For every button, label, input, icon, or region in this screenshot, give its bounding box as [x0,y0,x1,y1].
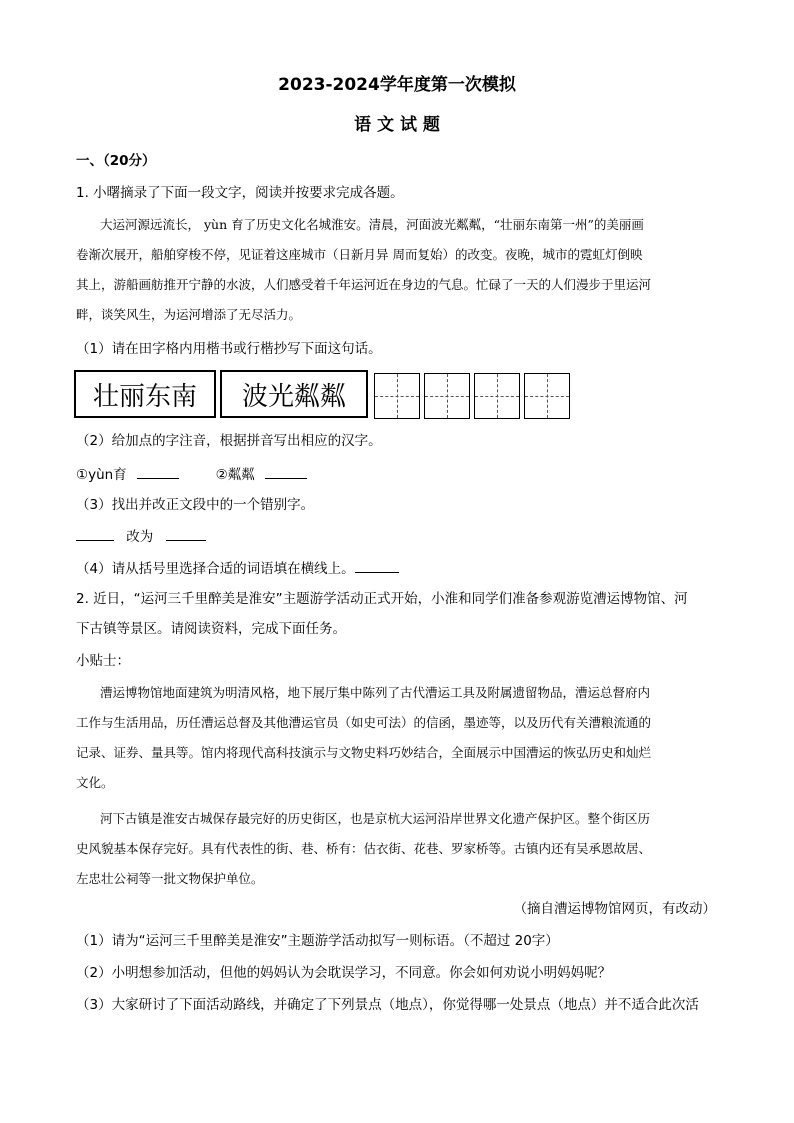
passage-line-4: 畔，谈笑风生，为运河增添了无尽活力。 [76,307,302,322]
grid-box-2: 波光粼粼 [220,370,368,418]
passage-line-2: 卷渐次展开，船舶穿梭不停，见证着这座城市（日新月异 周而复始）的改变。夜晚，城市的霓虹灯倒映 [76,247,643,262]
tips-para1-line-1: 漕运博物馆地面建筑为明清风格，地下展厅集中陈列了古代漕运工具及附属遗留物品，漕运总督府内 [100,685,651,700]
section-heading: 一、（20分） [76,153,156,169]
q1-sub4 [76,558,399,578]
correct-to-label: 改为 [126,529,154,545]
tips-para1-line-2: 工作与生活用品，历任漕运总督及其他漕运官员（如史可法）的信函，墨迹等，以及历代有关漕粮流通的 [76,715,652,730]
q1-sub1: （1）请在田字格内用楷书或行楷抄写下面这句话。 [76,341,382,357]
q2-sub1: （1）请为“运河三千里醉美是淮安”主题游学活动拟写一则标语。（不超过 20字） [76,933,559,949]
answer-blank[interactable] [166,526,206,541]
q1-sub2-answers [76,464,307,484]
answer-blank[interactable] [76,526,114,541]
question-1-prompt: 1. 小曙摘录了下面一段文字，阅读并按要求完成各题。 [76,185,404,201]
tips-para1-line-3: 记录、证券、量具等。馆内将现代高科技演示与文物史料巧妙结合，全面展示中国漕运的恢弘历史和灿烂 [76,745,652,760]
sub2-item-a: ①yùn育 [76,467,127,483]
source-note: （摘自漕运博物馆网页，有改动） [513,901,716,917]
q1-sub3: （3）找出并改正文段中的一个错别字。 [76,497,315,513]
passage-line-1: 大运河源远流长， yùn 育了历史文化名城淮安。清晨，河面波光粼粼，“壮丽东南第一州”的美丽画 [100,217,644,232]
tips-para2-line-3: 左忠壮公祠等一批文物保护单位。 [76,871,264,886]
answer-blank[interactable] [265,464,307,479]
q1-sub2: （2）给加点的字注音，根据拼音写出相应的汉字。 [76,433,382,449]
exam-title: 2023-2024学年度第一次模拟 [278,75,516,95]
tips-para2-line-1: 河下古镇是淮安古城保存最完好的历史街区，也是京杭大运河沿岸世界文化遗产保护区。整个街区历 [100,811,651,826]
tian-cell[interactable] [524,373,570,419]
q2-sub2: （2）小明想参加活动，但他的妈妈认为会耽误学习，不同意。你会如何劝说小明妈妈呢？ [76,965,612,981]
q2-sub3: （3）大家研讨了下面活动路线，并确定了下列景点（地点），你觉得哪一处景点（地点）并不适合此次活 [76,997,699,1013]
tips-label: 小贴士： [76,653,130,669]
grid-box-1: 壮丽东南 [74,370,216,418]
sub2-item-b: ②粼粼 [215,467,255,483]
tips-para1-line-4: 文化。 [76,775,114,790]
answer-blank[interactable] [137,464,179,479]
tian-cell[interactable] [424,373,470,419]
question-2-prompt-2: 下古镇等景区。请阅读资料，完成下面任务。 [76,621,346,637]
q1-sub3-answer [76,526,206,546]
answer-blank[interactable] [355,558,399,573]
exam-subtitle: 语 文 试 题 [354,115,440,135]
tips-para2-line-2: 史风貌基本保存完好。具有代表性的街、巷、桥有：估衣街、花巷、罗家桥等。古镇内还有吴承恩故居、 [76,841,652,856]
q1-sub4-text: （4）请从括号里选择合适的词语填在横线上。 [76,561,355,577]
passage-line-3: 其上，游船画舫推开宁静的水波，人们感受着千年运河近在身边的气息。忙碌了一天的人们漫步于里运河 [76,277,652,292]
question-2-prompt-1: 2. 近日，“运河三千里醉美是淮安”主题游学活动正式开始，小淮和同学们准备参观游览漕运博物馆、河 [76,591,688,607]
tian-cell[interactable] [474,373,520,419]
tian-cell[interactable] [374,373,420,419]
